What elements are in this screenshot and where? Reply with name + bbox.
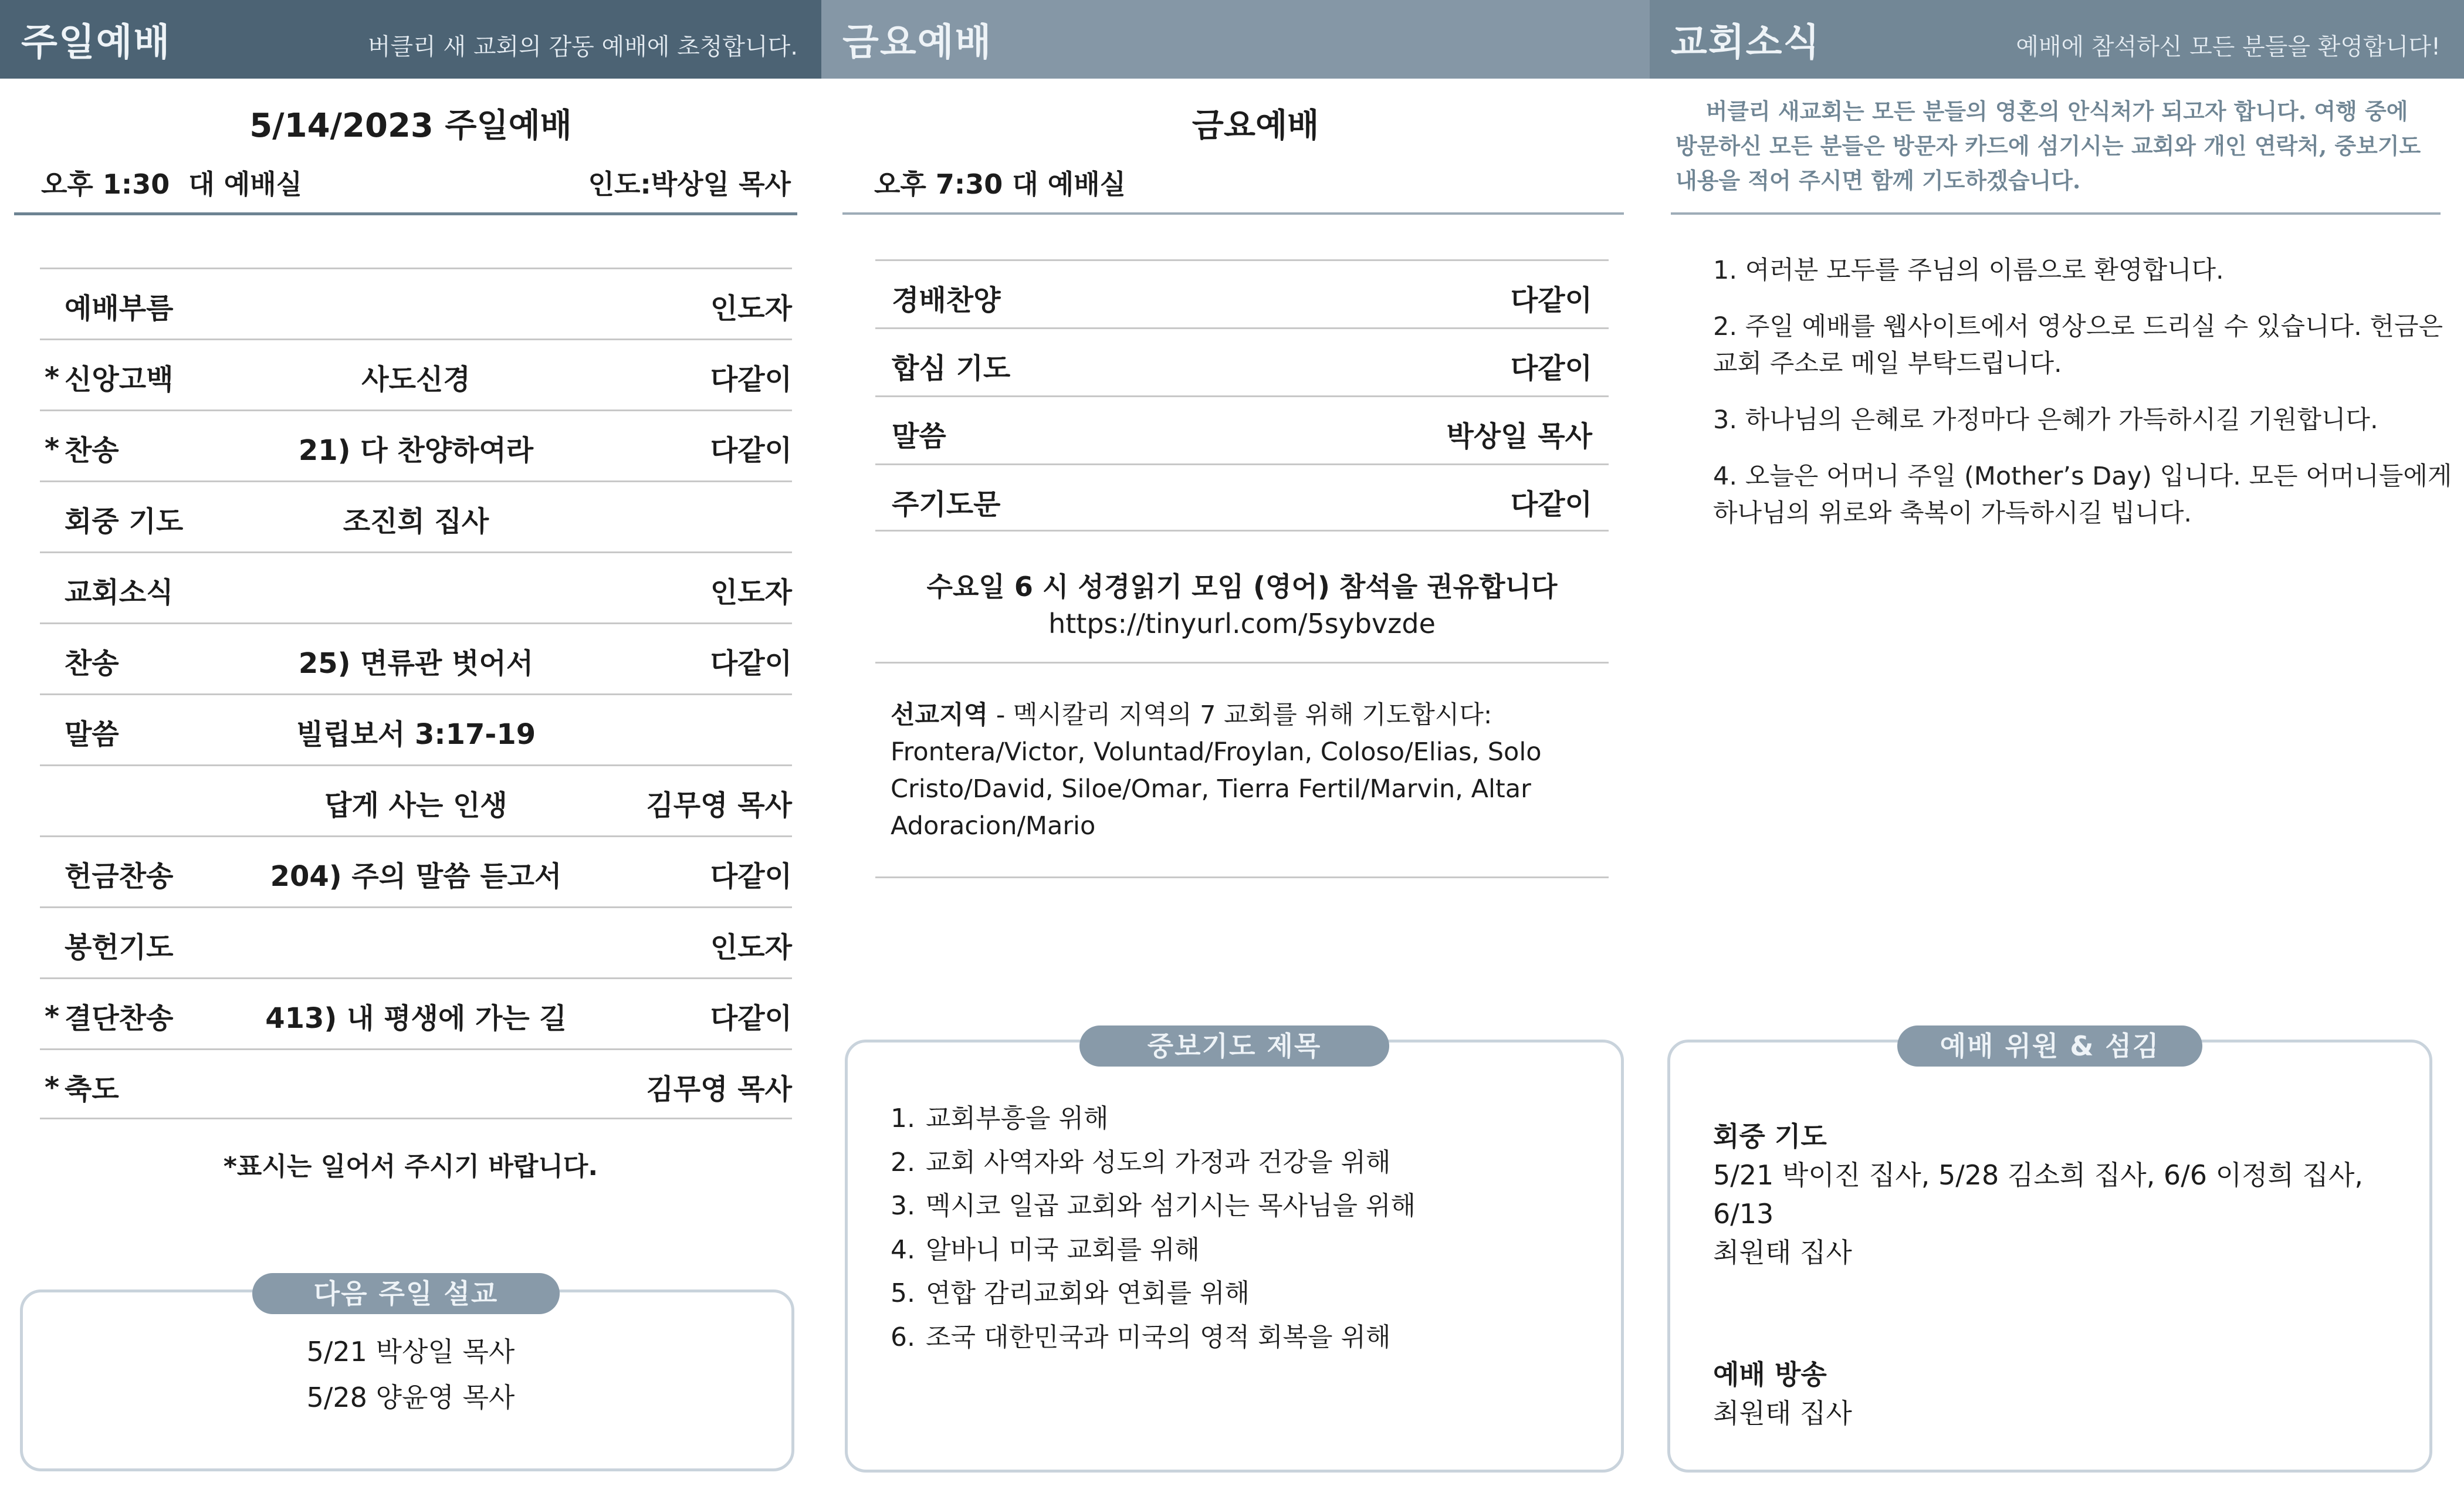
order-row <box>875 463 1609 532</box>
news-divider <box>1671 212 2441 215</box>
order-item: 합심 기도 <box>892 352 1011 385</box>
order-row <box>40 977 792 1048</box>
welcome-line: 방문하신 모든 분들은 방문자 카드에 섬기시는 교회와 개인 연락처, 중보기도 <box>1676 133 2421 159</box>
list-item: 5. 연합 감리교회와 연회를 위해 <box>891 1278 1250 1308</box>
order-leader: 인도자 <box>710 576 792 609</box>
sunday-divider <box>14 212 797 215</box>
list-item: 2. 교회 사역자와 성도의 가정과 건강을 위해 <box>891 1147 1391 1177</box>
order-row <box>875 327 1609 395</box>
friday-service-title: 금요예배 <box>1192 107 1319 145</box>
list-item: 4. 알바니 미국 교회를 위해 <box>891 1234 1200 1265</box>
next-sermon-line: 5/21 박상일 목사 <box>306 1336 515 1368</box>
news-item: 1. 여러분 모두를 주님의 이름으로 환영합니다. <box>1713 256 2224 285</box>
order-detail: 21) 다 찬양하여라 <box>298 434 534 467</box>
sunday-order-table <box>40 268 792 1119</box>
welcome-message <box>1676 94 2438 198</box>
order-leader: 박상일 목사 <box>1446 420 1592 453</box>
sunday-header <box>0 0 821 79</box>
order-detail: 사도신경 <box>361 363 471 396</box>
order-item: 결단찬송 <box>65 1002 174 1035</box>
order-leader: 다같이 <box>710 647 792 680</box>
broadcast-value: 최원태 집사 <box>1713 1397 1852 1429</box>
prayer-schedule-line: 최원태 집사 <box>1713 1237 1852 1268</box>
order-item: 찬송 <box>65 647 119 680</box>
news-item: 3. 하나님의 은혜로 가정마다 은혜가 가득하시길 기원합니다. <box>1713 405 2378 435</box>
sunday-service-title: 5/14/2023 주일예배 <box>249 107 572 145</box>
order-detail: 조진희 집사 <box>343 505 489 538</box>
order-leader: 다같이 <box>1510 488 1592 521</box>
friday-header <box>821 0 1650 79</box>
news-item: 4. 오늘은 어머니 주일 (Mother’s Day) 입니다. 모든 어머니들에게 하나님의 위로와 축복이 가득하시길 빕니다. <box>1713 462 2452 528</box>
bible-study-notice: 수요일 6 시 성경읽기 모임 (영어) 참석을 권유합니다 <box>926 571 1558 603</box>
order-leader: 다같이 <box>710 860 792 893</box>
order-leader: 다같이 <box>1510 352 1592 385</box>
welcome-line: 내용을 적어 주시면 함께 기도하겠습니다. <box>1676 167 2081 194</box>
order-detail: 413) 내 평생에 가는 길 <box>265 1002 567 1035</box>
sunday-leader: 인도:박상일 목사 <box>588 168 791 200</box>
broadcast-label: 예배 방송 <box>1713 1359 1827 1390</box>
standing-mark: * <box>45 1000 60 1033</box>
order-item: 예배부름 <box>65 292 174 325</box>
friday-order-table <box>875 259 1609 532</box>
news-header <box>1650 0 2464 79</box>
order-row <box>40 1048 792 1119</box>
order-item: 말씀 <box>892 420 946 453</box>
committee-content <box>1713 1117 2429 1433</box>
friday-divider <box>875 876 1609 878</box>
order-leader: 인도자 <box>710 292 792 325</box>
list-item: 6. 조국 대한민국과 미국의 영적 회복을 위해 <box>891 1322 1391 1352</box>
order-item: 주기도문 <box>892 488 1001 521</box>
order-detail: 답게 사는 인생 <box>324 789 507 822</box>
news-header-title: 교회소식 <box>1671 21 1821 65</box>
sunday-time-place: 오후 1:30 대 예배실 <box>41 168 303 200</box>
standing-mark: * <box>45 361 60 394</box>
order-leader: 김무영 목사 <box>646 1073 792 1106</box>
news-header-subtitle: 예배에 참석하신 모든 분들을 환영합니다! <box>2016 33 2441 60</box>
order-row <box>40 764 792 835</box>
friday-divider <box>842 212 1624 215</box>
order-item: 교회소식 <box>65 576 174 609</box>
order-row <box>40 906 792 977</box>
next-sermon-title: 다음 주일 설교 <box>252 1273 560 1314</box>
order-leader: 김무영 목사 <box>646 789 792 822</box>
list-item: 1. 교회부흥을 위해 <box>891 1104 1109 1133</box>
mission-line: Adoracion/Mario <box>891 811 1096 841</box>
order-detail: 빌립보서 3:17-19 <box>296 718 536 751</box>
news-list <box>1713 252 2452 551</box>
order-detail: 25) 면류관 벗어서 <box>298 647 534 680</box>
prayer-label: 회중 기도 <box>1713 1121 1827 1152</box>
prayer-title: 중보기도 제목 <box>1079 1025 1389 1067</box>
order-item: 봉헌기도 <box>65 931 174 964</box>
order-detail: 204) 주의 말씀 듣고서 <box>270 860 562 893</box>
order-item: 헌금찬송 <box>65 860 174 893</box>
order-item: 축도 <box>65 1073 119 1106</box>
committee-title: 예배 위원 & 섬김 <box>1897 1025 2202 1067</box>
order-leader: 다같이 <box>1510 284 1592 317</box>
order-row <box>40 551 792 622</box>
order-row <box>40 409 792 480</box>
order-row <box>40 835 792 906</box>
list-item: 3. 멕시코 일곱 교회와 섬기시는 목사님을 위해 <box>891 1191 1416 1221</box>
friday-time-place: 오후 7:30 대 예배실 <box>874 168 1126 200</box>
news-item: 2. 주일 예배를 웹사이트에서 영상으로 드리실 수 있습니다. 헌금은 교회 주소로 메일 부탁드립니다. <box>1713 312 2443 378</box>
sunday-panel <box>0 0 821 1496</box>
order-row <box>40 622 792 693</box>
mission-line: Frontera/Victor, Voluntad/Froylan, Coloso/Elias, Solo <box>891 737 1542 767</box>
order-leader: 인도자 <box>710 931 792 964</box>
standing-mark: * <box>45 1071 60 1104</box>
order-item: 찬송 <box>65 434 119 467</box>
bible-study-link[interactable]: https://tinyurl.com/5sybvzde <box>1048 608 1436 639</box>
order-item: 말씀 <box>65 718 119 751</box>
order-row <box>40 268 792 339</box>
stand-note: *표시는 일어서 주시기 바랍니다. <box>223 1152 598 1182</box>
order-row <box>875 395 1609 463</box>
mission-label: 선교지역 <box>891 700 989 730</box>
order-row <box>40 693 792 764</box>
sunday-header-subtitle: 버클리 새 교회의 감동 예배에 초청합니다. <box>367 33 798 60</box>
order-leader: 다같이 <box>710 363 792 396</box>
sunday-header-title: 주일예배 <box>21 21 171 65</box>
order-item: 회중 기도 <box>65 505 184 538</box>
friday-divider <box>875 662 1609 664</box>
prayer-list <box>891 1097 1416 1359</box>
order-row <box>875 259 1609 327</box>
order-leader: 다같이 <box>710 434 792 467</box>
order-row <box>40 339 792 409</box>
order-item: 신앙고백 <box>65 363 174 396</box>
order-row <box>40 480 792 551</box>
mission-line: Cristo/David, Siloe/Omar, Tierra Fertil/Marvin, Altar <box>891 774 1531 804</box>
mission-block <box>891 697 1606 845</box>
order-leader: 다같이 <box>710 1002 792 1035</box>
standing-mark: * <box>45 432 60 465</box>
mission-intro: - 멕시칼리 지역의 7 교회를 위해 기도합시다: <box>988 700 1492 730</box>
next-sermon-line: 5/28 양윤영 목사 <box>306 1382 515 1413</box>
welcome-line: 버클리 새교회는 모든 분들의 영혼의 안식처가 되고자 합니다. 여행 중에 <box>1705 98 2408 124</box>
prayer-schedule-line: 5/21 박이진 집사, 5/28 김소희 집사, 6/6 이정희 집사, 6/13 <box>1713 1159 2364 1230</box>
friday-header-title: 금요예배 <box>842 21 993 65</box>
order-item: 경배찬양 <box>892 284 1001 317</box>
